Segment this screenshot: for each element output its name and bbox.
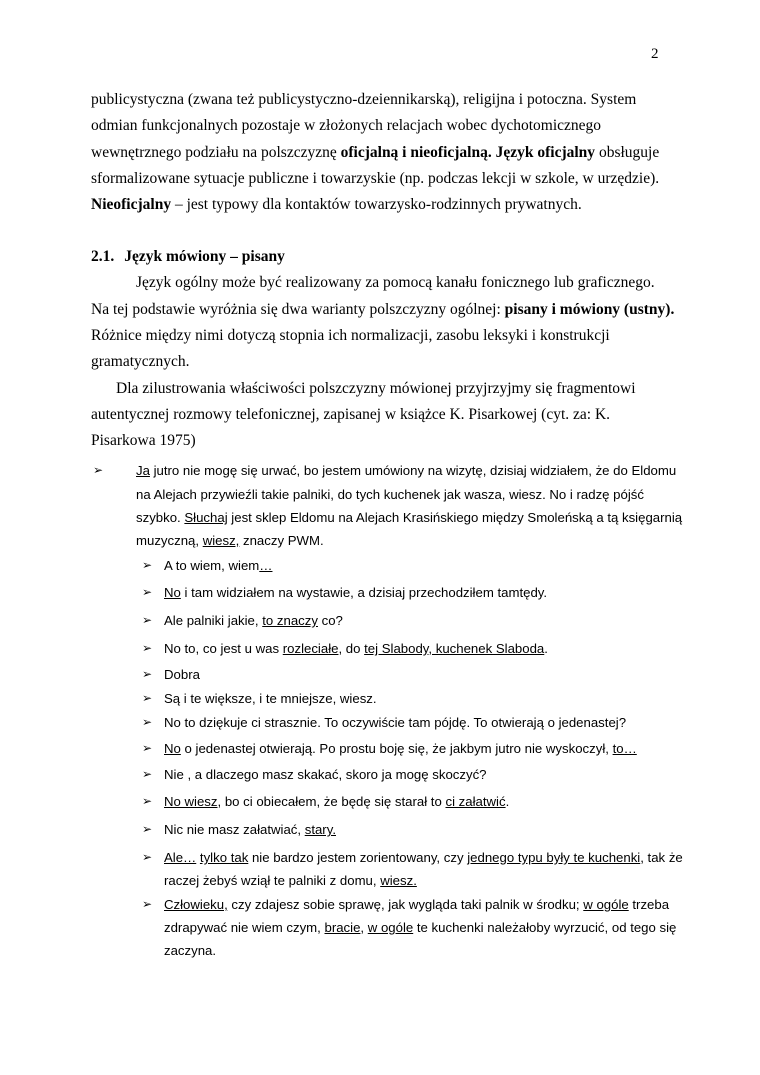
arrow-bullet-icon: ➢ bbox=[142, 897, 153, 911]
paragraph2-line1: Język ogólny może być realizowany za pomocą kanału fonicznego lub graficznego. bbox=[136, 274, 655, 291]
text: zdrapywać nie wiem czym, bbox=[164, 920, 325, 935]
underlined-text: w ogóle bbox=[367, 920, 414, 935]
dialogue-item-12-line1 bbox=[164, 850, 683, 865]
dialogue-item-13-line3: zaczyna. bbox=[164, 943, 217, 958]
text: i tam widziałem na wystawie, a dzisiaj przechodziłem tamtędy. bbox=[180, 585, 548, 600]
paragraph1-line4: sformalizowane sytuacje publiczne i towarzyskie (np. podczas lekcji w szkole, w urzędzie). bbox=[91, 170, 660, 187]
paragraph3-line1: Dla zilustrowania właściwości polszczyzny mówionej przyjrzyjmy się fragmentowi bbox=[116, 380, 636, 397]
dialogue-item-11 bbox=[164, 822, 336, 837]
text: te kuchenki należałoby wyrzucić, od tego się bbox=[413, 920, 677, 935]
underlined-text: to… bbox=[612, 741, 637, 756]
text: znaczy PWM. bbox=[239, 533, 324, 548]
text: muzyczną, bbox=[136, 533, 203, 548]
paragraph3-line2: autentycznej rozmowy telefonicznej, zapisanej w książce K. Pisarkowej (cyt. za: K. bbox=[91, 406, 611, 423]
underlined-text: rozleciałe bbox=[282, 641, 339, 656]
underlined-text: wiesz. bbox=[380, 873, 417, 888]
underlined-text: tej Slabody, kuchenek Slaboda bbox=[364, 641, 545, 656]
paragraph1-line2: odmian funkcjonalnych pozostaje w złożonych relacjach wobec dychotomicznego bbox=[91, 117, 602, 134]
text: . bbox=[505, 794, 510, 809]
arrow-bullet-icon: ➢ bbox=[142, 794, 153, 808]
underlined-text: Ja bbox=[136, 463, 150, 478]
section-title: Język mówiony – pisany bbox=[124, 248, 285, 265]
text: No to, co jest u was bbox=[164, 641, 283, 656]
dialogue-item-2 bbox=[164, 585, 547, 600]
text: , bbox=[360, 920, 368, 935]
text: trzeba bbox=[628, 897, 670, 912]
text: , tak że bbox=[640, 850, 683, 865]
dialogue-item-1 bbox=[164, 558, 272, 573]
text: co? bbox=[317, 613, 343, 628]
text: jutro nie mogę się urwać, bo jestem umówiony na wizytę, dzisiaj widziałem, że do Eldomu bbox=[149, 463, 677, 478]
dialogue-item-13-line1 bbox=[164, 897, 669, 912]
arrow-bullet-icon: ➢ bbox=[142, 641, 153, 655]
dialogue-main-line3 bbox=[136, 510, 682, 525]
dialogue-item-3 bbox=[164, 613, 343, 628]
underlined-text: Ale… bbox=[164, 850, 197, 865]
underlined-text: bracie bbox=[324, 920, 361, 935]
bold-text: Nieoficjalny bbox=[91, 196, 172, 213]
dialogue-item-5: Dobra bbox=[164, 667, 200, 682]
underlined-text: wiesz, bbox=[202, 533, 240, 548]
dialogue-main-line1 bbox=[136, 463, 676, 478]
underlined-text: … bbox=[259, 558, 273, 573]
arrow-bullet-icon: ➢ bbox=[142, 585, 153, 599]
bold-text: pisany i mówiony (ustny). bbox=[504, 301, 675, 318]
underlined-text: jednego typu były te kuchenki bbox=[467, 850, 641, 865]
text: czy zdajesz sobie sprawę, jak wygląda taki palnik w środku; bbox=[227, 897, 584, 912]
text: . bbox=[544, 641, 548, 656]
section-number: 2.1. bbox=[91, 248, 115, 265]
arrow-bullet-icon: ➢ bbox=[142, 613, 153, 627]
dialogue-item-12-line2 bbox=[164, 873, 417, 888]
dialogue-item-13-line2 bbox=[164, 920, 676, 935]
paragraph3-line3: Pisarkowa 1975) bbox=[91, 432, 196, 449]
text: A to wiem, wiem bbox=[164, 558, 260, 573]
arrow-bullet-icon: ➢ bbox=[142, 691, 153, 705]
dialogue-main-line2: na Alejach przywieźli takie palniki, do tych kuchenek jak wasza, wiesz. No i radzę pójść bbox=[136, 487, 644, 502]
paragraph1-line5 bbox=[91, 196, 582, 214]
text: nie bardzo jestem zorientowany, czy bbox=[248, 850, 468, 865]
text: Na tej podstawie wyróżnia się dwa warianty polszczyzny ogólnej: bbox=[91, 301, 505, 318]
dialogue-item-9: Nie , a dlaczego masz skakać, skoro ja mogę skoczyć? bbox=[164, 767, 487, 782]
arrow-bullet-icon: ➢ bbox=[142, 667, 153, 681]
underlined-text: No bbox=[164, 585, 181, 600]
paragraph1-line1: publicystyczna (zwana też publicystyczno-dzeiennikarską), religijna i potoczna. System bbox=[91, 91, 637, 108]
dialogue-main-line4 bbox=[136, 533, 324, 548]
text: o jedenastej otwierają. Po prostu boję się, że jakbym jutro nie wyskoczył, bbox=[180, 741, 613, 756]
arrow-bullet-icon: ➢ bbox=[142, 767, 153, 781]
arrow-bullet-icon: ➢ bbox=[142, 741, 153, 755]
section-heading bbox=[91, 248, 285, 266]
text: , do bbox=[338, 641, 365, 656]
dialogue-item-8 bbox=[164, 741, 637, 756]
text: raczej żebyś wziął te palniki z domu, bbox=[164, 873, 381, 888]
text: Ale palniki jakie, bbox=[164, 613, 263, 628]
dialogue-item-6: Są i te większe, i te mniejsze, wiesz. bbox=[164, 691, 377, 706]
dialogue-item-10 bbox=[164, 794, 509, 809]
text: szybko. bbox=[136, 510, 185, 525]
arrow-bullet-icon: ➢ bbox=[93, 463, 104, 477]
page-number: 2 bbox=[651, 46, 659, 62]
underlined-text: w ogóle bbox=[583, 897, 629, 912]
paragraph2-line3: Różnice między nimi dotyczą stopnia ich normalizacji, zasobu leksyki i konstrukcji bbox=[91, 327, 610, 344]
text: , bo ci obiecałem, że będę się starał to bbox=[217, 794, 446, 809]
paragraph2-line4: gramatycznych. bbox=[91, 353, 190, 370]
arrow-bullet-icon: ➢ bbox=[142, 715, 153, 729]
underlined-text: Słuchaj bbox=[184, 510, 228, 525]
paragraph2-line2 bbox=[91, 301, 674, 319]
underlined-text: tylko tak bbox=[199, 850, 249, 865]
underlined-text: to znaczy bbox=[262, 613, 318, 628]
text: jest sklep Eldomu na Alejach Krasińskiego między Smoleńską a tą księgarnią bbox=[227, 510, 683, 525]
paragraph1-line3 bbox=[91, 144, 659, 162]
text: – jest typowy dla kontaktów towarzysko-rodzinnych prywatnych. bbox=[171, 196, 582, 213]
text: Nic nie masz załatwiać, bbox=[164, 822, 305, 837]
underlined-text: stary. bbox=[304, 822, 336, 837]
text: obsługuje bbox=[595, 144, 660, 161]
arrow-bullet-icon: ➢ bbox=[142, 558, 153, 572]
underlined-text: No wiesz bbox=[164, 794, 218, 809]
text: wewnętrznego podziału na polszczyznę bbox=[91, 144, 341, 161]
bold-text: oficjalną i nieoficjalną. Język oficjalny bbox=[340, 144, 596, 161]
dialogue-item-7: No to dziękuje ci strasznie. To oczywiście tam pójdę. To otwierają o jedenastej? bbox=[164, 715, 627, 730]
underlined-text: No bbox=[164, 741, 181, 756]
underlined-text: ci załatwić bbox=[445, 794, 506, 809]
dialogue-item-4 bbox=[164, 641, 548, 656]
underlined-text: Człowieku, bbox=[164, 897, 228, 912]
arrow-bullet-icon: ➢ bbox=[142, 822, 153, 836]
arrow-bullet-icon: ➢ bbox=[142, 850, 153, 864]
